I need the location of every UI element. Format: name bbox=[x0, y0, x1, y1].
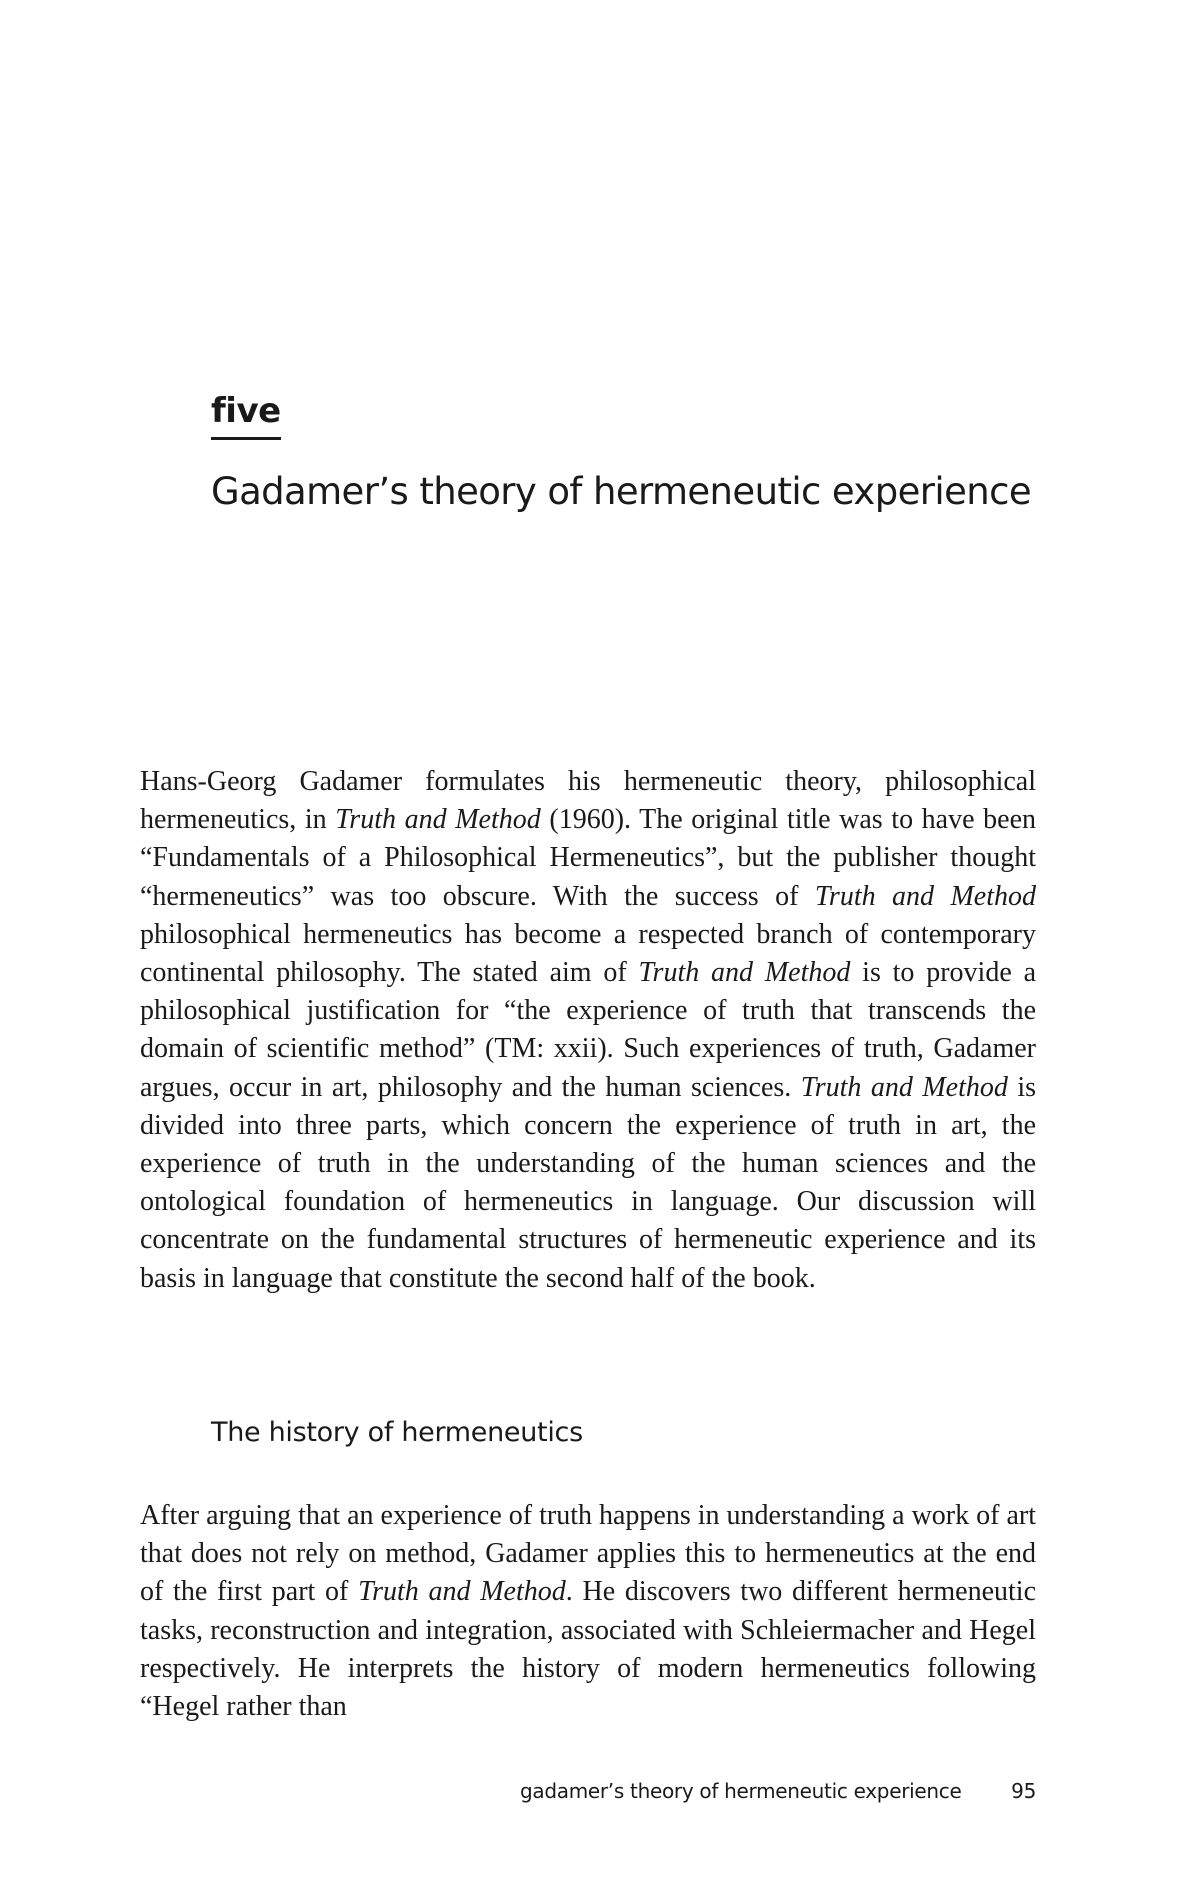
intro-text-4: is to provide a philosophical justification for “the experience of truth that transcends the domain of scientific method” (TM: xxii). Such experiences of truth, Gadamer argues, occur in art, philosophy and the human sciences. bbox=[140, 957, 1036, 1103]
section-text-1: After arguing that an experience of truth happens in understanding a work of art that does not rely on method, Gadamer applies this to hermeneutics at the end of the first part of bbox=[140, 1500, 1036, 1608]
chapter-title: Gadamer’s theory of hermeneutic experience bbox=[211, 470, 1031, 513]
section-heading: The history of hermeneutics bbox=[211, 1417, 583, 1448]
book-title-italic: Truth and Method bbox=[358, 1576, 566, 1608]
running-title: gadamer’s theory of hermeneutic experience bbox=[520, 1779, 962, 1803]
chapter-number: five bbox=[211, 387, 281, 440]
book-title-italic: Truth and Method bbox=[814, 880, 1036, 912]
book-title-italic: Truth and Method bbox=[638, 957, 851, 989]
section-text-2: . He discovers two different hermeneutic tasks, reconstruction and integration, associated with Schleiermacher and Hegel respectively. He interprets the history of modern hermeneutics following “Hegel rather than bbox=[140, 1576, 1036, 1723]
section-paragraph bbox=[140, 1497, 1036, 1726]
intro-text-1: Hans-Georg Gadamer formulates his hermeneutic theory, philosophical hermeneutics, in bbox=[140, 766, 1036, 836]
intro-text-5: is divided into three parts, which concern the experience of truth in art, the experience of truth in the understanding of the human sciences and the ontological foundation of hermeneutics in language. Our discussion will concentrate on the fundamental structures of hermeneutic experience and its basis in language that constitute the second half of the book. bbox=[140, 1071, 1036, 1294]
intro-text-3: philosophical hermeneutics has become a respected branch of contemporary continental philosophy. The stated aim of bbox=[140, 918, 1036, 989]
page-number: 95 bbox=[1011, 1779, 1036, 1803]
intro-text-2: (1960). The original title was to have been “Fundamentals of a Philosophical Hermeneutics”, but the publisher thought “hermeneutics” was too obscure. With the success of bbox=[140, 804, 1036, 912]
intro-paragraph bbox=[140, 763, 1036, 1298]
book-title-italic: Truth and Method bbox=[800, 1071, 1008, 1103]
book-title-italic: Truth and Method bbox=[335, 804, 541, 836]
